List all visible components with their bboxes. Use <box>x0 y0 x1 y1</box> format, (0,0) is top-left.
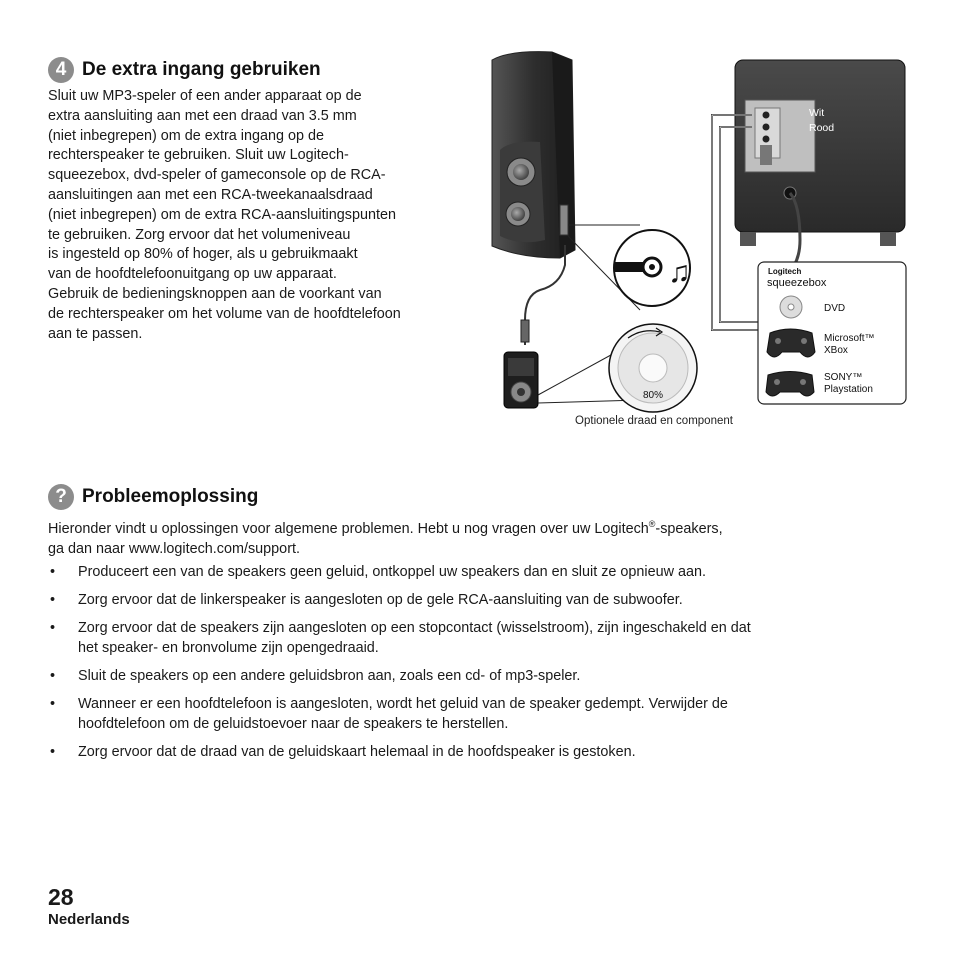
troubleshooting-list <box>48 562 848 770</box>
paragraph-line: de rechterspeaker om het volume van de hoofdtelefoon <box>48 305 401 322</box>
list-item-text: Zorg ervoor dat de draad van de geluidskaart helemaal in de hoofdspeaker is gestoken. <box>78 744 636 760</box>
mp3-player <box>504 352 538 408</box>
paragraph-line: Sluit uw MP3-speler of een ander apparaat op de <box>48 88 362 104</box>
aux-jack-callout <box>568 225 691 310</box>
music-note-icon: ♫ <box>668 256 691 289</box>
paragraph-line: te gebruiken. Zorg ervoor dat het volumeniveau <box>48 226 351 243</box>
aux-cable <box>525 245 565 345</box>
bullet-icon: • <box>50 696 56 712</box>
xbox-label-line1: Microsoft™ <box>824 333 875 344</box>
bullet-icon: • <box>50 668 56 684</box>
troubleshooting-intro <box>48 514 848 559</box>
volume-wheel-callout <box>538 324 697 412</box>
paragraph-line: rechterspeaker te gebruiken. Sluit uw Logitech- <box>48 147 349 164</box>
list-item-text: Zorg ervoor dat de speakers zijn aangesloten op een stopcontact (wisselstroom), zijn ingeschakeld en dat <box>78 620 751 636</box>
troubleshooting-title: Probleemoplossing <box>82 486 259 507</box>
intro-text: -speakers, <box>655 520 723 537</box>
white-channel-label: Wit <box>809 107 825 119</box>
list-item-text: Produceert een van de speakers geen geluid, ontkoppel uw speakers dan en sluit ze opnieuw aan. <box>78 564 707 580</box>
page-number: 28 <box>48 884 74 910</box>
paragraph-line: aansluitingen aan met een RCA-tweekanaalsdraad <box>48 186 373 203</box>
bullet-icon: • <box>50 620 56 636</box>
paragraph-line: van de hoofdtelefoonuitgang op uw apparaat. <box>48 266 337 283</box>
list-item <box>48 590 848 610</box>
registered-mark: ® <box>648 519 656 529</box>
paragraph-line: (niet inbegrepen) om de extra ingang op de <box>48 127 325 144</box>
logitech-logo: Logitech <box>768 267 802 276</box>
step-number-badge: 4 <box>48 57 74 83</box>
paragraph-line: squeezebox, dvd-speler of gameconsole op de RCA- <box>48 167 386 184</box>
right-speaker <box>492 52 575 258</box>
connection-diagram <box>0 0 954 460</box>
sony-label-line2: Playstation <box>824 384 873 395</box>
question-mark-icon: ? <box>48 484 74 510</box>
dvd-label: DVD <box>824 303 846 314</box>
intro-text: Hieronder vindt u oplossingen voor algemene problemen. Hebt u nog vragen over uw Logitech <box>48 520 649 537</box>
list-item <box>48 562 848 582</box>
subwoofer <box>735 60 905 246</box>
list-item <box>48 618 848 658</box>
list-item <box>48 666 848 686</box>
paragraph-line: extra aansluiting aan met een draad van 3.5 mm <box>48 107 357 124</box>
paragraph-line: (niet inbegrepen) om de extra RCA-aansluitingspunten <box>48 206 396 223</box>
section-4-title: De extra ingang gebruiken <box>82 59 321 80</box>
paragraph-line: Gebruik de bedieningsknoppen aan de voorkant van <box>48 285 382 302</box>
bullet-icon: • <box>50 592 56 608</box>
volume-level-label: 80% <box>642 390 664 401</box>
list-item-text: het speaker- en bronvolume zijn opengedraaid. <box>78 640 379 656</box>
troubleshooting-heading <box>48 484 258 510</box>
list-item-text: hoofdtelefoon om de geluidstoevoer naar de speakers te herstellen. <box>78 716 509 732</box>
language-label: Nederlands <box>48 911 130 928</box>
bullet-icon: • <box>50 744 56 760</box>
intro-line-2: ga dan naar www.logitech.com/support. <box>48 540 300 557</box>
red-channel-label: Rood <box>809 122 835 134</box>
list-item-text: Zorg ervoor dat de linkerspeaker is aangesloten op de gele RCA-aansluiting van de subwoofer. <box>78 592 683 608</box>
paragraph-line: aan te passen. <box>48 325 143 342</box>
xbox-label-line2: XBox <box>824 345 848 356</box>
bullet-icon: • <box>50 564 56 580</box>
sony-label-line1: SONY™ <box>824 372 863 383</box>
list-item <box>48 694 848 734</box>
source-devices-panel <box>758 262 906 404</box>
intro-line-1 <box>48 514 848 539</box>
playstation-controller-icon <box>766 372 814 397</box>
squeezebox-label: squeezebox <box>767 277 827 289</box>
list-item-text: Sluit de speakers op een andere geluidsbron aan, zoals een cd- of mp3-speler. <box>78 668 581 684</box>
paragraph-line: is ingesteld op 80% of hoger, als u gebruikmaakt <box>48 246 358 263</box>
diagram-caption: Optionele draad en component <box>575 415 733 427</box>
list-item-text: Wanneer er een hoofdtelefoon is aangesloten, wordt het geluid van de speaker gedempt. Verwijder de <box>78 696 728 712</box>
list-item <box>48 742 848 762</box>
